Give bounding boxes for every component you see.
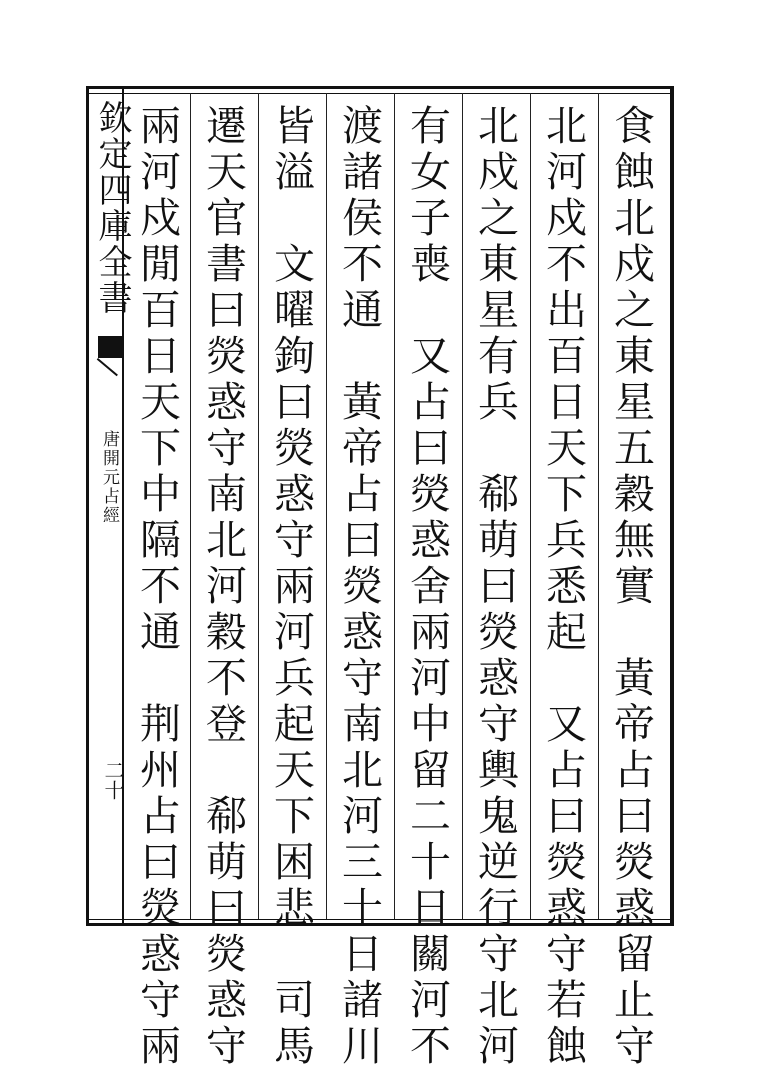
column-rule xyxy=(462,93,463,919)
column-rule xyxy=(326,93,327,919)
column-rule xyxy=(598,93,599,919)
fish-tail-ornament xyxy=(98,336,124,358)
book-title: 欽定四庫全書 xyxy=(92,100,132,316)
column-rule xyxy=(530,93,531,919)
text-column-3: 北戍之東星有兵 郗萌曰熒惑守輿鬼逆行守北河 xyxy=(471,104,519,1070)
column-rule xyxy=(394,93,395,919)
text-column-8: 兩河戍閒百日天下中隔不通 荆州占曰熒惑守兩 xyxy=(133,104,181,1070)
text-column-2: 北河戍不出百日天下兵悉起 又占曰熒惑守若蝕 xyxy=(539,104,587,1070)
chapter-title: 唐開元占經 xyxy=(99,430,119,525)
column-rule xyxy=(258,93,259,919)
page-number: 二十 xyxy=(101,760,125,800)
text-column-6: 皆溢 文曜鉤曰熒惑守兩河兵起天下困悲 司馬 xyxy=(267,104,315,1070)
inner-top-rule xyxy=(86,93,674,94)
text-column-4: 有女子喪 又占曰熒惑舍兩河中留二十日關河不 xyxy=(403,104,451,1070)
text-column-7: 遷天官書曰熒惑守南北河穀不登 郗萌曰熒惑守 xyxy=(199,104,247,1070)
text-column-1: 食蝕北戍之東星五穀無實 黃帝占曰熒惑留止守 xyxy=(607,104,655,1070)
column-rule xyxy=(190,93,191,919)
text-column-5: 渡諸侯不通 黃帝占曰熒惑守南北河三十日諸川 xyxy=(335,104,383,1070)
